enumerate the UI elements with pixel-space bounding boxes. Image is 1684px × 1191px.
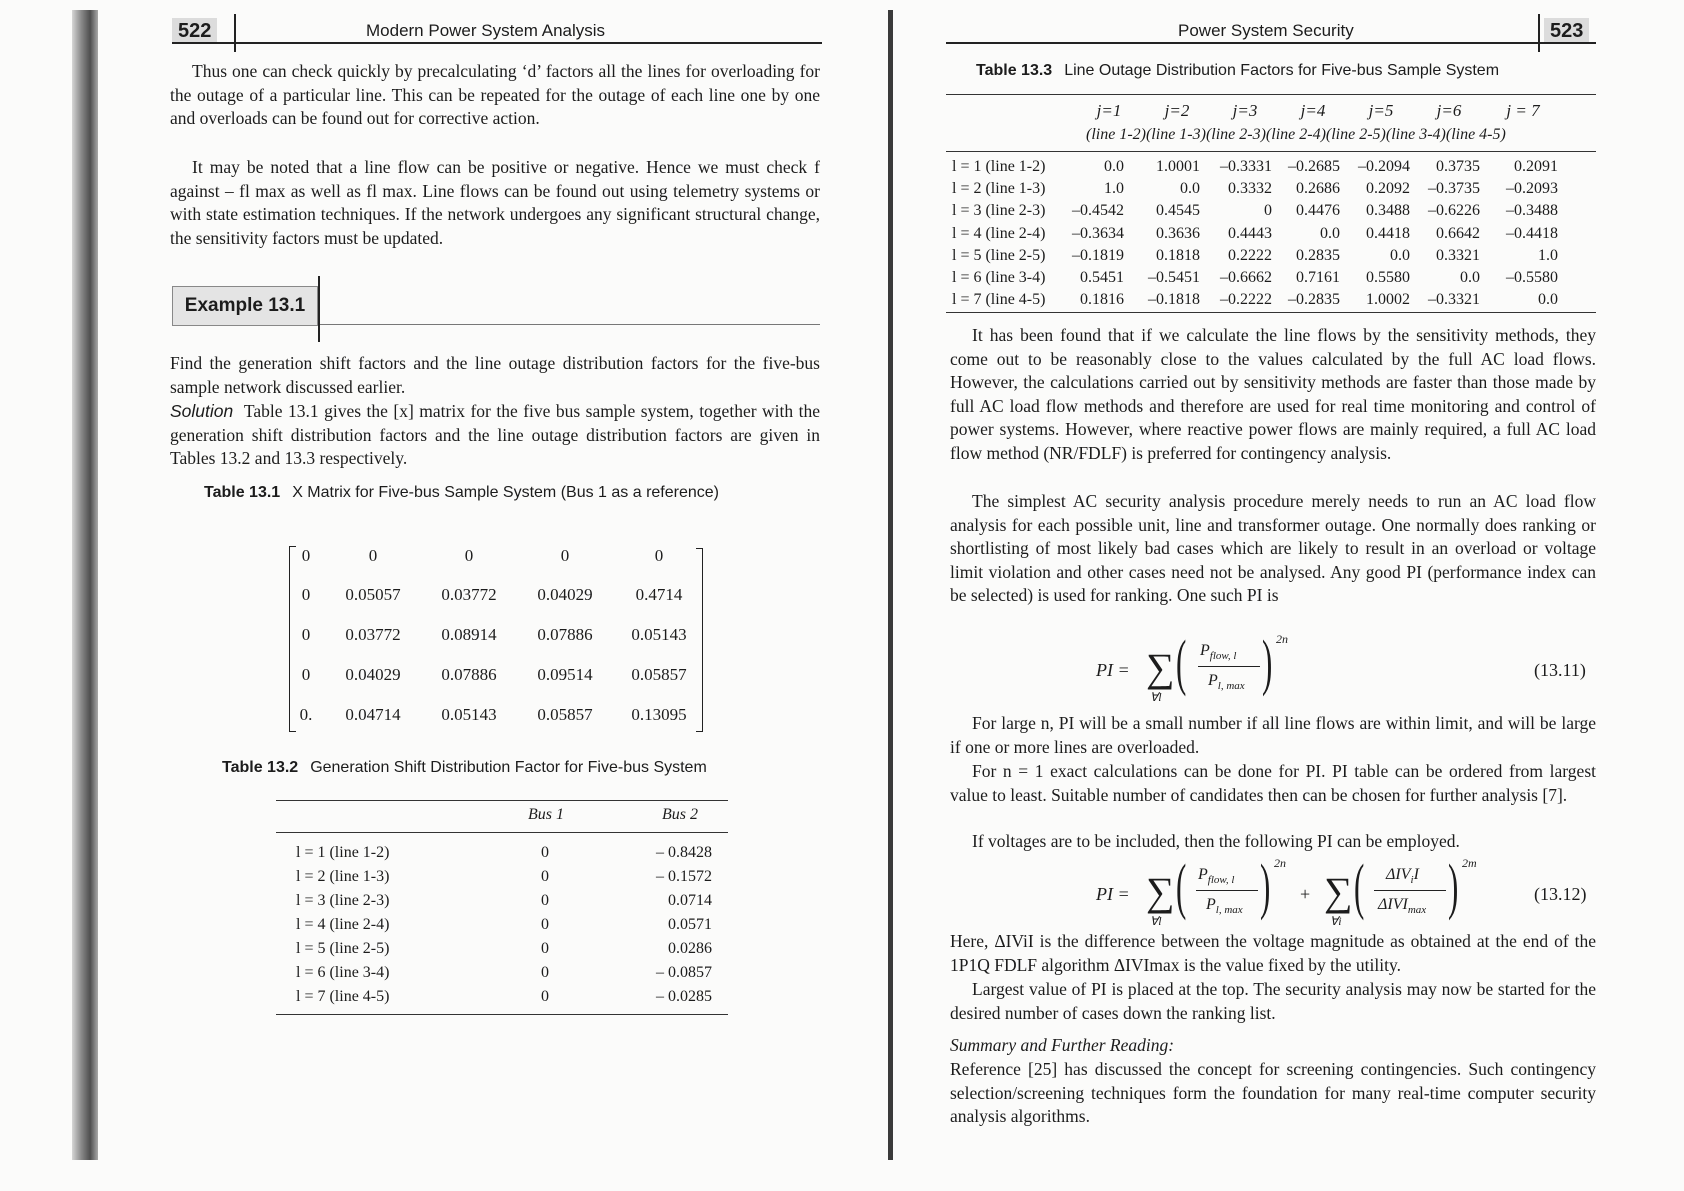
table-cell: 0.6642 — [1436, 224, 1480, 242]
table-cell: 0.0286 — [668, 940, 712, 957]
table-cell: – 0.0285 — [656, 988, 712, 1005]
table-cell: –0.2835 — [1288, 291, 1340, 309]
matrix-cell: 0 — [301, 625, 311, 644]
table-cell: 0.3735 — [1436, 158, 1480, 175]
paragraph: Here, ΔIViI is the difference between the voltage magnitude as obtained at the end of the 1P1Q FDLF algorithm ΔIVImax is the value fixed by the utility. — [950, 931, 1596, 975]
exponent: 2m — [1462, 856, 1477, 870]
table-cell: 0.3332 — [1228, 180, 1272, 198]
header-divider — [234, 14, 236, 52]
table-label: Table 13.3 — [976, 62, 1053, 79]
matrix-cell: 0 — [464, 546, 474, 565]
page-number: 522 — [172, 18, 217, 44]
table-cell: 0.0 — [1320, 224, 1340, 242]
solution-body: Table 13.1 gives the [x] matrix for the five bus sample system, together with the generation shift distribution factors and the line outage distribution factors are given in Tables 13.2 and 13.3 respectively. — [170, 401, 820, 469]
fraction-bar — [1374, 890, 1446, 891]
table-cell: –0.2222 — [1220, 291, 1272, 309]
table-cell: –0.3488 — [1506, 202, 1558, 220]
table-cell: 0.5451 — [1080, 269, 1124, 286]
table-cell: 0.0 — [1180, 180, 1200, 198]
matrix-cell: 0.04029 — [537, 585, 593, 604]
matrix-cell: 0.05143 — [631, 625, 687, 644]
matrix-cell: 0.07886 — [441, 665, 497, 684]
sigma-symbol: ∑ — [1146, 869, 1175, 914]
matrix-cell: 0.05057 — [345, 585, 401, 604]
row-label: l = 5 (line 2-5) — [296, 940, 390, 957]
paragraph: If voltages are to be included, then the following PI can be employed. — [972, 831, 1460, 851]
table-13-1-caption — [204, 484, 719, 502]
row-label: l = 7 (line 4-5) — [296, 988, 390, 1005]
matrix-cell: 0.05857 — [631, 665, 687, 684]
table-cell: 0.1816 — [1080, 291, 1124, 309]
paragraph: Largest value of PI is placed at the top. The security analysis may now be started for the desired number of cases down the ranking list. — [950, 979, 1596, 1023]
row-label: l = 3 (line 2-3) — [296, 892, 390, 909]
matrix-cell: 0.05857 — [537, 705, 593, 724]
right-paren: ) — [1448, 853, 1459, 921]
table-cell: 0.2091 — [1514, 158, 1558, 175]
table-cell: 0.3636 — [1156, 224, 1200, 242]
table-cell: –0.3634 — [1072, 224, 1124, 242]
table-cell: 0.0 — [1104, 158, 1124, 175]
fraction-bar — [1198, 666, 1260, 667]
example-rule — [320, 324, 820, 325]
row-label: l = 4 (line 2-4) — [296, 916, 390, 933]
problem-statement: Find the generation shift factors and the line outage distribution factors for the five-bus sample network discussed earlier. — [170, 353, 820, 397]
summary-heading: Summary and Further Reading: — [950, 1035, 1175, 1055]
table-cell: 0 — [541, 892, 549, 909]
table-cell: 0.0714 — [668, 892, 712, 909]
table-cell: 0.0571 — [668, 916, 712, 933]
row-label: l = 1 (line 1-2) — [952, 158, 1046, 175]
table-header: Bus 2 — [662, 806, 698, 823]
table-cell: 0.4418 — [1366, 224, 1410, 242]
equation-number: (13.12) — [1534, 884, 1587, 904]
table-cell: 0.4545 — [1156, 202, 1200, 220]
fraction-bar — [1196, 890, 1258, 891]
table-cell: –0.1818 — [1148, 291, 1200, 309]
matrix-cell: 0.04714 — [345, 705, 401, 724]
running-header: Modern Power System Analysis — [366, 21, 606, 40]
table-cell: 0.2686 — [1296, 180, 1340, 198]
table-cell: 1.0001 — [1156, 158, 1200, 175]
table-cell: 0 — [541, 868, 549, 885]
sigma-subscript: ∀l — [1150, 690, 1162, 704]
table-cell: –0.3331 — [1220, 158, 1272, 175]
table-cell: –0.2094 — [1358, 158, 1410, 175]
left-paren: ( — [1354, 853, 1365, 921]
column-head: j=5 — [1368, 101, 1394, 120]
table-rule — [276, 832, 728, 833]
summary-text: Reference [25] has discussed the concept for screening contingencies. Such contingency selection/screening techniques form the foundation for many real-time computer security analysis algorithms. — [950, 1059, 1596, 1127]
matrix-cell: 0 — [301, 665, 311, 684]
matrix-cell: 0 — [301, 585, 311, 604]
left-paren: ( — [1176, 853, 1187, 921]
right-paren: ) — [1260, 853, 1271, 921]
matrix-right-bracket — [696, 548, 703, 732]
matrix-cell: 0.07886 — [537, 625, 593, 644]
matrix-cell: 0.13095 — [631, 705, 687, 724]
example-divider — [318, 276, 320, 342]
table-cell: –0.1819 — [1072, 246, 1124, 264]
table-caption-text: Line Outage Distribution Factors for Five-bus Sample System — [1064, 62, 1500, 79]
table-rule — [946, 312, 1596, 313]
row-label: l = 6 (line 3-4) — [952, 269, 1046, 286]
column-head: j = 7 — [1506, 101, 1540, 120]
table-cell: 1.0002 — [1366, 291, 1410, 309]
table-cell: 0.0 — [1390, 246, 1410, 264]
sigma-symbol: ∑ — [1324, 869, 1353, 914]
denominator: $\Delta IVI_{max}$ — [1378, 896, 1427, 917]
paragraph: Thus one can check quickly by precalculating ‘d’ factors all the lines for overloading for the outage of a particular line. This can be repeated for the outage of each line one by one and overloads can be found out for corrective action. — [170, 61, 820, 129]
solution-text — [170, 400, 820, 471]
numerator: $\Delta IV_iI$ — [1386, 866, 1419, 887]
table-13-3-caption — [976, 62, 1499, 80]
header-rule — [172, 42, 822, 44]
paragraph: It has been found that if we calculate the line flows by the sensitivity methods, they come out to be reasonably close to the values calculated by the full AC load flows. However, the calculations carried out by sensitivity methods are faster than those made by full AC load flow methods and therefore are used for real time monitoring and control of power systems. However, where reactive power flows are mainly required, a full AC load flow method (NR/FDLF) is preferred for contingency analysis. — [950, 325, 1596, 463]
matrix-cell: 0. — [299, 705, 313, 724]
exponent: 2n — [1276, 632, 1288, 646]
table-label: Table 13.1 — [204, 484, 281, 501]
matrix-cell: 0 — [560, 546, 570, 565]
table-cell: 0.0 — [1460, 269, 1480, 286]
table-cell: 0.2092 — [1366, 180, 1410, 198]
solution-label: Solution — [170, 401, 234, 421]
row-label: l = 4 (line 2-4) — [952, 224, 1046, 242]
table-cell: 0.4443 — [1228, 224, 1272, 242]
paragraph: The simplest AC security analysis procedure merely needs to run an AC load flow analysis for each possible unit, line and transformer outage. One normally does ranking or shortlisting of most likely bad cases which are likely to result in an overload or voltage limit violation and other cases need not be analysed. Any good PI (performance index can be selected) is used for ranking. One such PI is — [950, 491, 1596, 606]
matrix-cell: 0.04029 — [345, 665, 401, 684]
table-cell: – 0.0857 — [656, 964, 712, 981]
table-cell: 0.3488 — [1366, 202, 1410, 220]
left-page — [0, 0, 830, 1191]
column-head: j=1 — [1096, 101, 1122, 120]
running-header: Power System Security — [1178, 21, 1354, 40]
row-label: l = 6 (line 3-4) — [296, 964, 390, 981]
column-head: j=2 — [1164, 101, 1190, 120]
equation-number: (13.11) — [1534, 660, 1586, 680]
table-rule — [276, 1014, 728, 1015]
table-cell: 0 — [541, 844, 549, 861]
numerator: $P_{flow, l}$ — [1200, 642, 1237, 663]
table-cell: 0.0 — [1538, 291, 1558, 309]
left-paren: ( — [1176, 629, 1187, 697]
table-cell: 1.0 — [1538, 246, 1558, 264]
table-rule — [276, 800, 728, 801]
plus-sign: + — [1300, 884, 1311, 904]
table-13-2-caption — [222, 759, 707, 777]
table-label: Table 13.2 — [222, 759, 299, 776]
table-cell: – 0.8428 — [656, 844, 712, 861]
paragraph: For large n, PI will be a small number if all line flows are within limit, and will be large if one or more lines are overloaded. — [950, 713, 1596, 757]
column-lines: (line 1-2)(line 1-3)(line 2-3)(line 2-4)(line 2-5)(line 3-4)(line 4-5) — [1086, 126, 1506, 143]
table-cell: –0.3321 — [1428, 291, 1480, 309]
table-cell: –0.6226 — [1428, 202, 1480, 220]
table-cell: 0.5580 — [1366, 269, 1410, 286]
table-caption-text: X Matrix for Five-bus Sample System (Bus 1 as a reference) — [292, 484, 719, 501]
table-rule — [946, 94, 1596, 95]
table-cell: –0.2093 — [1506, 180, 1558, 198]
matrix-cell: 0.03772 — [345, 625, 401, 644]
table-cell: 0.2222 — [1228, 246, 1272, 264]
row-label: l = 7 (line 4-5) — [952, 291, 1046, 309]
eq-lhs: PI = — [1096, 660, 1130, 680]
table-cell: –0.6662 — [1220, 269, 1272, 286]
table-caption-text: Generation Shift Distribution Factor for Five-bus System — [310, 759, 707, 776]
table-cell: 0 — [541, 964, 549, 981]
matrix-cell: 0.08914 — [441, 625, 497, 644]
exponent: 2n — [1274, 856, 1286, 870]
paragraph: It may be noted that a line flow can be positive or negative. Hence we must check f against – fl max as well as fl max. Line flows can be found out using telemetry systems or with state estimation techniques. If the network undergoes any significant structural change, the sensitivity factors must be updated. — [170, 157, 820, 248]
table-rule — [946, 151, 1596, 152]
table-cell: –0.5451 — [1148, 269, 1200, 286]
table-header: Bus 1 — [528, 806, 564, 823]
table-cell: 0 — [1264, 202, 1272, 220]
table-cell: 0.2835 — [1296, 246, 1340, 264]
column-head: j=3 — [1232, 101, 1258, 120]
table-cell: –0.2685 — [1288, 158, 1340, 175]
paragraph: For n = 1 exact calculations can be done for PI. PI table can be ordered from largest value to least. Suitable number of candidates then can be chosen for further analysis [7]. — [950, 761, 1596, 805]
table-cell: –0.3735 — [1428, 180, 1480, 198]
table-cell: –0.5580 — [1506, 269, 1558, 286]
row-label: l = 3 (line 2-3) — [952, 202, 1046, 220]
numerator: $P_{flow, l}$ — [1198, 866, 1235, 887]
row-label: l = 5 (line 2-5) — [952, 246, 1046, 264]
matrix-left-bracket — [289, 546, 296, 732]
example-label: Example 13.1 — [172, 286, 318, 326]
table-cell: 0.3321 — [1436, 246, 1480, 264]
table-cell: 1.0 — [1104, 180, 1124, 198]
matrix-cell: 0.4714 — [635, 585, 683, 604]
page-gutter — [888, 10, 893, 1160]
sigma-subscript: ∀i — [1330, 914, 1342, 928]
denominator: $P_{l, max}$ — [1206, 896, 1243, 917]
sigma-symbol: ∑ — [1146, 645, 1175, 690]
column-head: j=4 — [1300, 101, 1326, 120]
matrix-cell: 0 — [301, 546, 311, 565]
row-label: l = 1 (line 1-2) — [296, 844, 390, 861]
table-cell: 0.7161 — [1296, 269, 1340, 286]
matrix-cell: 0 — [654, 546, 664, 565]
right-paren: ) — [1262, 629, 1273, 697]
header-rule — [946, 42, 1596, 44]
table-cell: 0 — [541, 940, 549, 957]
table-cell: –0.4542 — [1072, 202, 1124, 220]
book-binding-shadow — [72, 10, 98, 1160]
denominator: $P_{l, max}$ — [1208, 672, 1245, 693]
row-label: l = 2 (line 1-3) — [296, 868, 390, 885]
sigma-subscript: ∀l — [1150, 914, 1162, 928]
table-cell: 0 — [541, 916, 549, 933]
table-cell: 0.1818 — [1156, 246, 1200, 264]
row-label: l = 2 (line 1-3) — [952, 180, 1046, 198]
matrix-cell: 0.05143 — [441, 705, 497, 724]
table-cell: – 0.1572 — [656, 868, 712, 885]
right-page — [900, 0, 1684, 1191]
table-cell: 0 — [541, 988, 549, 1005]
matrix-cell: 0 — [368, 546, 378, 565]
header-divider — [1538, 14, 1540, 52]
matrix-cell: 0.03772 — [441, 585, 497, 604]
eq-lhs: PI = — [1096, 884, 1130, 904]
page-number: 523 — [1544, 18, 1589, 44]
table-cell: 0.4476 — [1296, 202, 1340, 220]
column-head: j=6 — [1436, 101, 1462, 120]
matrix-cell: 0.09514 — [537, 665, 593, 684]
table-cell: –0.4418 — [1506, 224, 1558, 242]
